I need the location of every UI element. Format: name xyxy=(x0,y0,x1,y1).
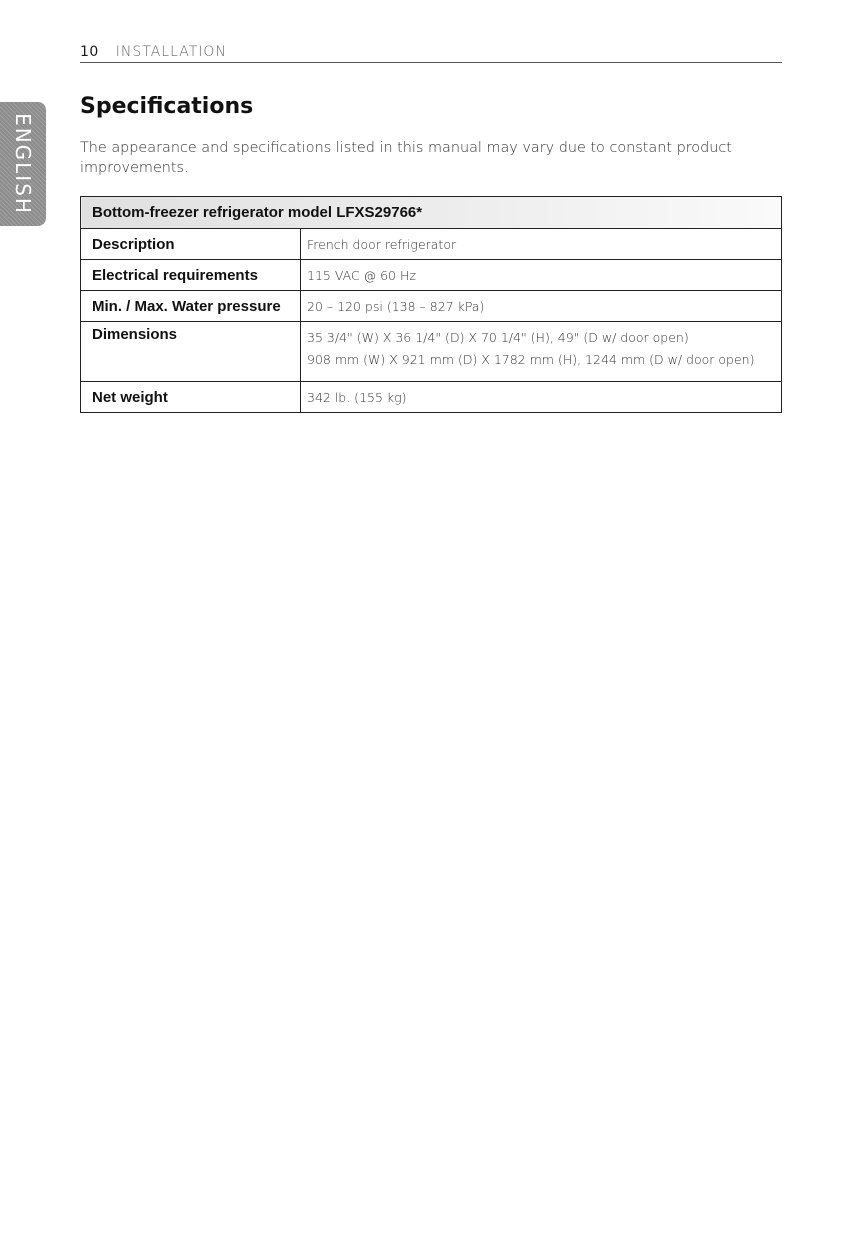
language-tab-label: ENGLISH xyxy=(11,113,35,215)
intro-paragraph: The appearance and specifications listed in this manual may vary due to constant product improvements. xyxy=(80,140,732,176)
row-label-dimensions: Dimensions xyxy=(81,322,301,382)
specifications-table xyxy=(80,196,782,413)
section-title: INSTALLATION xyxy=(115,44,227,60)
page-title: Specifications xyxy=(80,94,254,119)
dimensions-imperial: 35 3/4" (W) X 36 1/4" (D) X 70 1/4" (H), 49" (D w/ door open) xyxy=(307,330,689,345)
table-row xyxy=(81,229,782,260)
row-value-net-weight: 342 lb. (155 kg) xyxy=(301,382,782,413)
dimensions-metric: 908 mm (W) X 921 mm (D) X 1782 mm (H), 1244 mm (D w/ door open) xyxy=(307,352,755,367)
page-header xyxy=(80,42,782,63)
row-value-description: French door refrigerator xyxy=(301,229,782,260)
table-caption-row xyxy=(81,197,782,229)
row-label-electrical: Electrical requirements xyxy=(81,260,301,291)
table-row xyxy=(81,291,782,322)
row-value-water-pressure: 20 – 120 psi (138 – 827 kPa) xyxy=(301,291,782,322)
table-row xyxy=(81,322,782,382)
row-value-electrical: 115 VAC @ 60 Hz xyxy=(301,260,782,291)
page-number: 10 xyxy=(80,44,99,60)
row-label-description: Description xyxy=(81,229,301,260)
language-tab xyxy=(0,102,46,226)
row-value-dimensions xyxy=(301,322,782,382)
table-row xyxy=(81,260,782,291)
table-row xyxy=(81,382,782,413)
row-label-water-pressure: Min. / Max. Water pressure xyxy=(81,291,301,322)
table-caption: Bottom-freezer refrigerator model LFXS29766* xyxy=(81,197,782,229)
row-label-net-weight: Net weight xyxy=(81,382,301,413)
